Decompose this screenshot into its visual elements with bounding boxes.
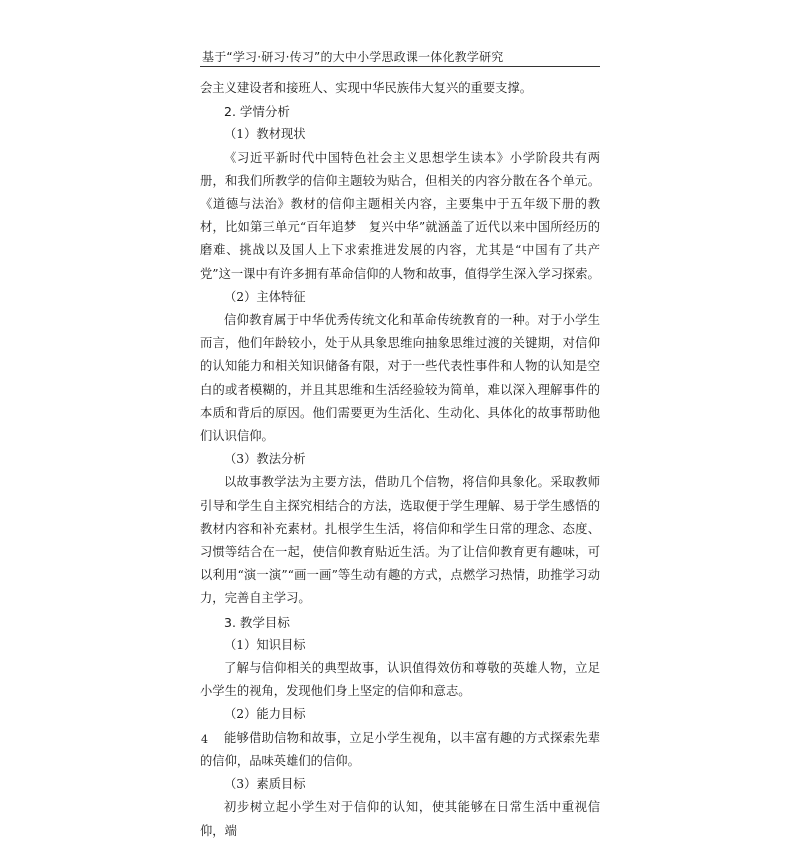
paragraph: 初步树立起小学生对于信仰的认知，使其能够在日常生活中重视信仰，端 bbox=[200, 800, 600, 838]
running-head: 基于“学习·研习·传习”的大中小学思政课一体化教学研究 bbox=[202, 50, 504, 64]
page-number: 4 bbox=[201, 733, 208, 746]
subsection-heading: （3）教法分析 bbox=[224, 452, 306, 467]
subsection-heading: （3）素质目标 bbox=[224, 777, 306, 792]
paragraph: 能够借助信物和故事，立足小学生视角，以丰富有趣的方式探索先辈的信仰，品味英雄们的信仰。 bbox=[200, 730, 600, 768]
paragraph: 《习近平新时代中国特色社会主义思想学生读本》小学阶段共有两册，和我们所教学的信仰主题较为贴合，但相关的内容分散在各个单元。《道德与法治》教材的信仰主题相关内容，主要集中于五年级下册的教材，比如第三单元“百年追梦 复兴中华”就涵盖了近代以来中国所经历的磨难、挑战以及国人上下求索推进发展的内容，尤其是“中国有了共产党”这一课中有许多拥有革命信仰的人物和故事，值得学生深入学习探索。 bbox=[200, 150, 600, 281]
section-heading: 2. 学情分析 bbox=[224, 104, 290, 120]
subsection-heading: （1）教材现状 bbox=[224, 127, 306, 142]
section-heading: 3. 教学目标 bbox=[224, 614, 290, 630]
paragraph: 以故事教学法为主要方法，借助几个信物，将信仰具象化。采取教师引导和学生自主探究相结合的方法，选取便于学生理解、易于学生感悟的教材内容和补充素材。扎根学生生活，将信仰和学生日常的理念、态度、习惯等结合在一起，使信仰教育贴近生活。为了让信仰教育更有趣味，可以利用“演一演”“画一画”等生动有趣的方式，点燃学习热情，助推学习动力，完善自主学习。 bbox=[200, 475, 600, 606]
header-rule bbox=[200, 66, 600, 67]
paragraph: 会主义建设者和接班人、实现中华民族伟大复兴的重要支撑。 bbox=[200, 81, 533, 95]
subsection-heading: （2）能力目标 bbox=[224, 707, 306, 722]
subsection-heading: （2）主体特征 bbox=[224, 289, 306, 304]
paragraph: 信仰教育属于中华优秀传统文化和革命传统教育的一种。对于小学生而言，他们年龄较小，处于从具象思维向抽象思维过渡的关键期，对信仰的认知能力和相关知识储备有限，对于一些代表性事件和人物的认知是空白的或者模糊的，并且其思维和生活经验较为简单，难以深入理解事件的本质和背后的原因。他们需要更为生活化、生动化、具体化的故事帮助他们认识信仰。 bbox=[200, 313, 600, 444]
body-text bbox=[200, 77, 600, 843]
subsection-heading: （1）知识目标 bbox=[224, 637, 306, 652]
paragraph: 了解与信仰相关的典型故事，认识值得效仿和尊敬的英雄人物，立足小学生的视角，发现他们身上坚定的信仰和意志。 bbox=[200, 661, 600, 699]
